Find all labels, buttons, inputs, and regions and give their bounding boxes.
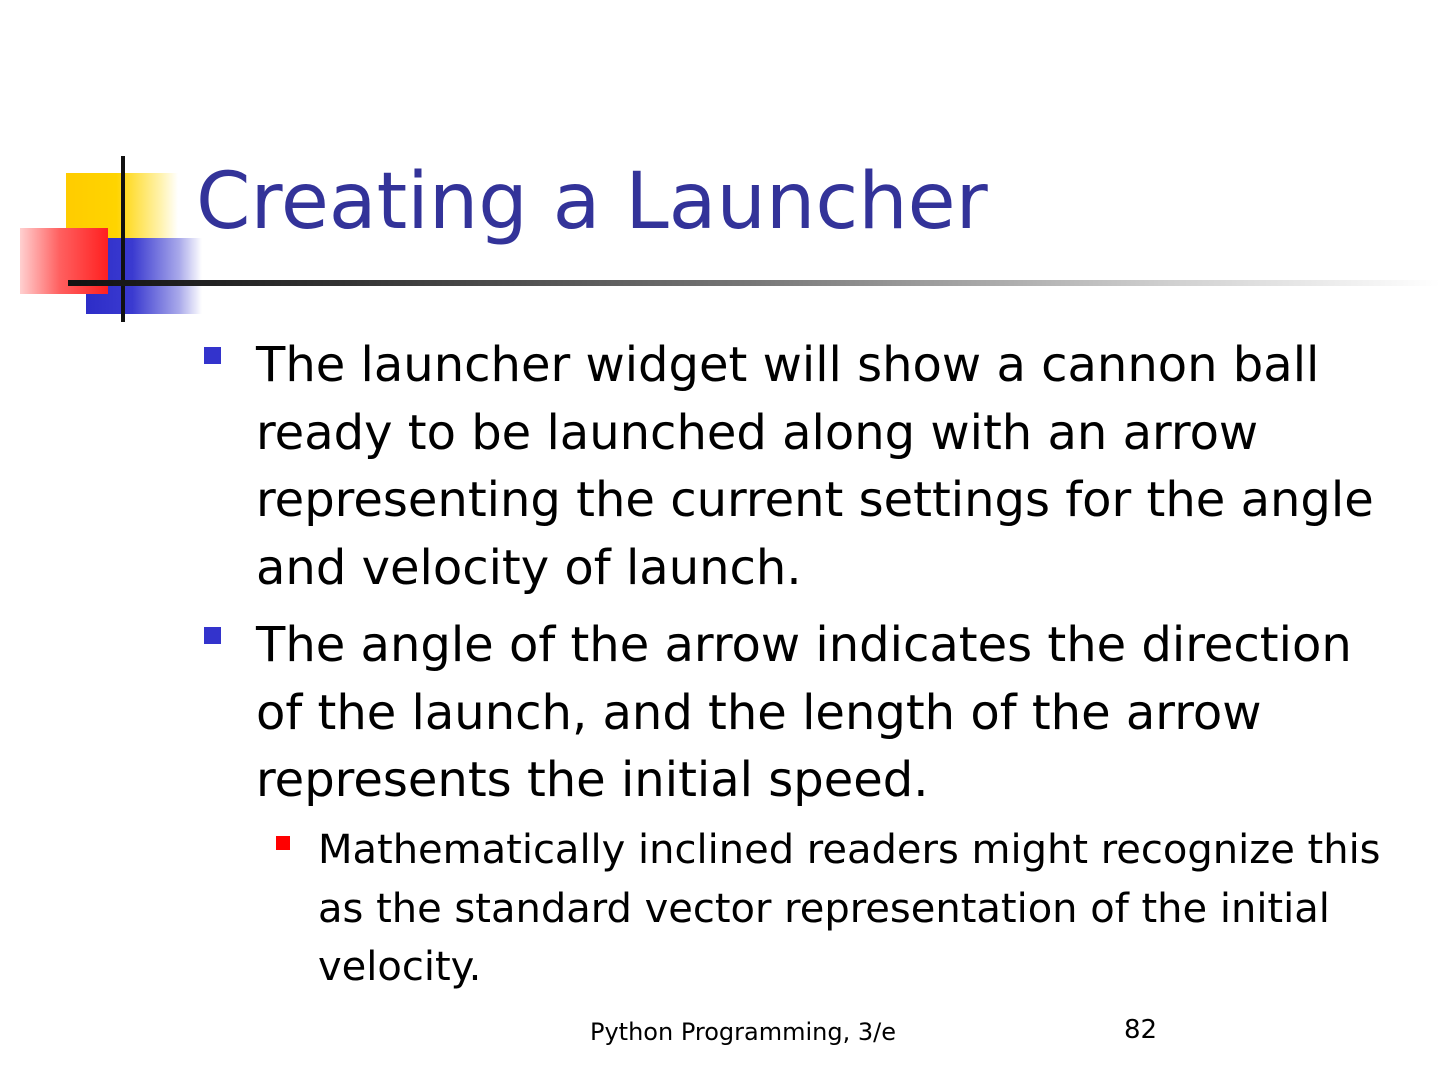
page-number: 82 — [1124, 1015, 1158, 1045]
slide-title: Creating a Launcher — [196, 157, 988, 247]
bullet-item: The angle of the arrow indicates the direction of the launch, and the length of the arrow represents the initial speed. — [256, 617, 1352, 808]
bullet-item: The launcher widget will show a cannon ball ready to be launched along with an arrow representing the current settings for the angle and velocity of launch. — [256, 337, 1374, 596]
title-underline — [68, 280, 1440, 286]
sub-bullet-item: Mathematically inclined readers might recognize this as the standard vector representation of the initial velocity. — [318, 827, 1381, 990]
bullet-marker-square-icon — [204, 627, 221, 644]
bullet-marker-square-icon — [204, 347, 221, 364]
slide-footer: Python Programming, 3/e — [590, 1018, 896, 1046]
sub-bullet-marker-square-icon — [276, 836, 290, 850]
logo-vertical-line — [121, 156, 125, 322]
